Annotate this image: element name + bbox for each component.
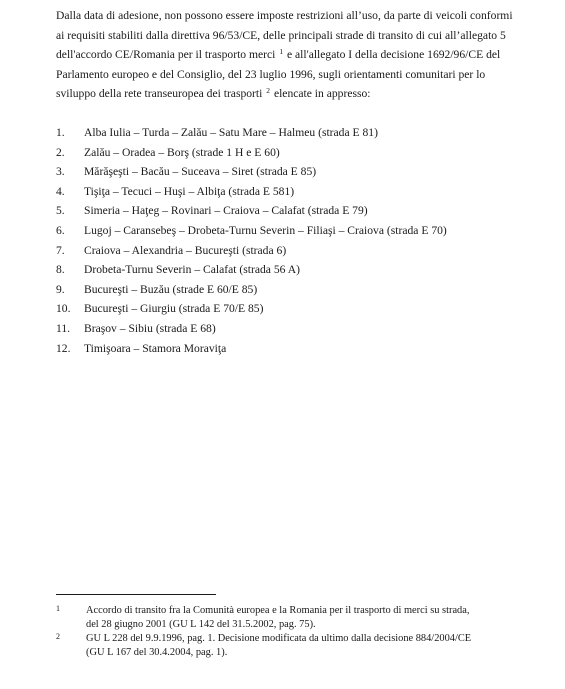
list-item-number: 1. [56, 126, 65, 139]
list-item-text: Simeria – Haţeg – Rovinari – Craiova – Calafat (strada E 79) [84, 204, 368, 218]
intro-line-3-start: dell'accordo CE/Romania per il trasporto merci [56, 48, 276, 62]
list-item-number: 2. [56, 145, 65, 159]
list-item-text: Alba Iulia – Turda – Zalău – Satu Mare – Halmeu (strada E 81) [84, 126, 378, 139]
footnote-line: (GU L 167 del 30.4.2004, pag. 1). [86, 647, 228, 659]
footnote-line: GU L 228 del 9.9.1996, pag. 1. Decisione modificata da ultimo dalla decisione 884/2004/CE [86, 633, 472, 644]
footnote-text [86, 632, 536, 660]
road-list [56, 123, 556, 358]
intro-line-3-end: e all'allegato I della decisione 1692/96/CE del [286, 48, 501, 62]
list-item-text: Zalău – Oradea – Borş (strade 1 H e E 60) [84, 145, 280, 159]
intro-line-2: ai requisiti stabiliti dalla direttiva 96/53/CE, delle principali strade di transito di cui all’allegato 5 [56, 28, 506, 42]
list-item-text: Braşov – Sibiu (strada E 68) [84, 321, 216, 335]
list-item [56, 241, 556, 261]
intro-paragraph [56, 6, 548, 104]
list-item-number: 11. [56, 321, 71, 335]
intro-line-3 [56, 45, 548, 65]
list-item-number: 5. [56, 204, 65, 218]
list-item-text: Mărăşeşti – Bacău – Suceava – Siret (strada E 85) [84, 165, 317, 179]
list-item-number: 6. [56, 223, 65, 237]
list-item-text: Craiova – Alexandria – Bucureşti (strada 6) [84, 243, 287, 257]
list-item-text: Drobeta-Turnu Severin – Calafat (strada 56 A) [84, 263, 300, 277]
list-item-number: 12. [56, 341, 71, 355]
list-item [56, 201, 556, 221]
footnote-marker: 1 [56, 604, 60, 613]
list-item-number: 10. [56, 302, 71, 316]
list-item [56, 162, 556, 182]
footnote-divider [56, 594, 216, 595]
intro-line-1: Dalla data di adesione, non possono essere imposte restrizioni all’uso, da parte di veicoli conformi [56, 9, 513, 22]
list-item-number: 8. [56, 263, 65, 277]
intro-line-5-end: elencate in appresso: [273, 87, 371, 101]
list-item [56, 221, 556, 241]
list-item-text: Tişiţa – Tecuci – Huşi – Albiţa (strada E 581) [84, 184, 295, 198]
list-item [56, 260, 556, 280]
list-item-number: 3. [56, 165, 65, 179]
list-item [56, 299, 556, 319]
footnote-marker: 2 [56, 632, 60, 641]
list-item [56, 319, 556, 339]
footnote-line: Accordo di transito fra la Comunità europea e la Romania per il trasporto di merci su strada, [86, 605, 470, 616]
list-item [56, 123, 556, 143]
intro-line-5-start: sviluppo della rete transeuropea dei trasporti [56, 87, 263, 101]
list-item-text: Timişoara – Stamora Moraviţa [84, 341, 227, 355]
intro-line-4: Parlamento europeo e del Consiglio, del 23 luglio 1996, sugli orientamenti comunitari per lo [56, 67, 486, 81]
list-item-text: Lugoj – Caransebeş – Drobeta-Turnu Severin – Filiaşi – Craiova (strada E 70) [84, 223, 447, 237]
intro-line-5 [56, 84, 548, 104]
list-item [56, 182, 556, 202]
list-item-text: Bucureşti – Buzău (strade E 60/E 85) [84, 282, 258, 296]
list-item-text: Bucureşti – Giurgiu (strada E 70/E 85) [84, 302, 264, 316]
list-item [56, 143, 556, 163]
footnote-ref-2[interactable]: 2 [266, 86, 271, 96]
list-item-number: 7. [56, 243, 65, 257]
footnote-text [86, 604, 536, 632]
list-item [56, 339, 556, 359]
footnote-line: del 28 giugno 2001 (GU L 142 del 31.5.2002, pag. 75). [86, 619, 316, 631]
list-item [56, 280, 556, 300]
list-item-number: 4. [56, 184, 65, 198]
list-item-number: 9. [56, 282, 65, 296]
footnote-ref-1[interactable]: 1 [279, 47, 284, 57]
